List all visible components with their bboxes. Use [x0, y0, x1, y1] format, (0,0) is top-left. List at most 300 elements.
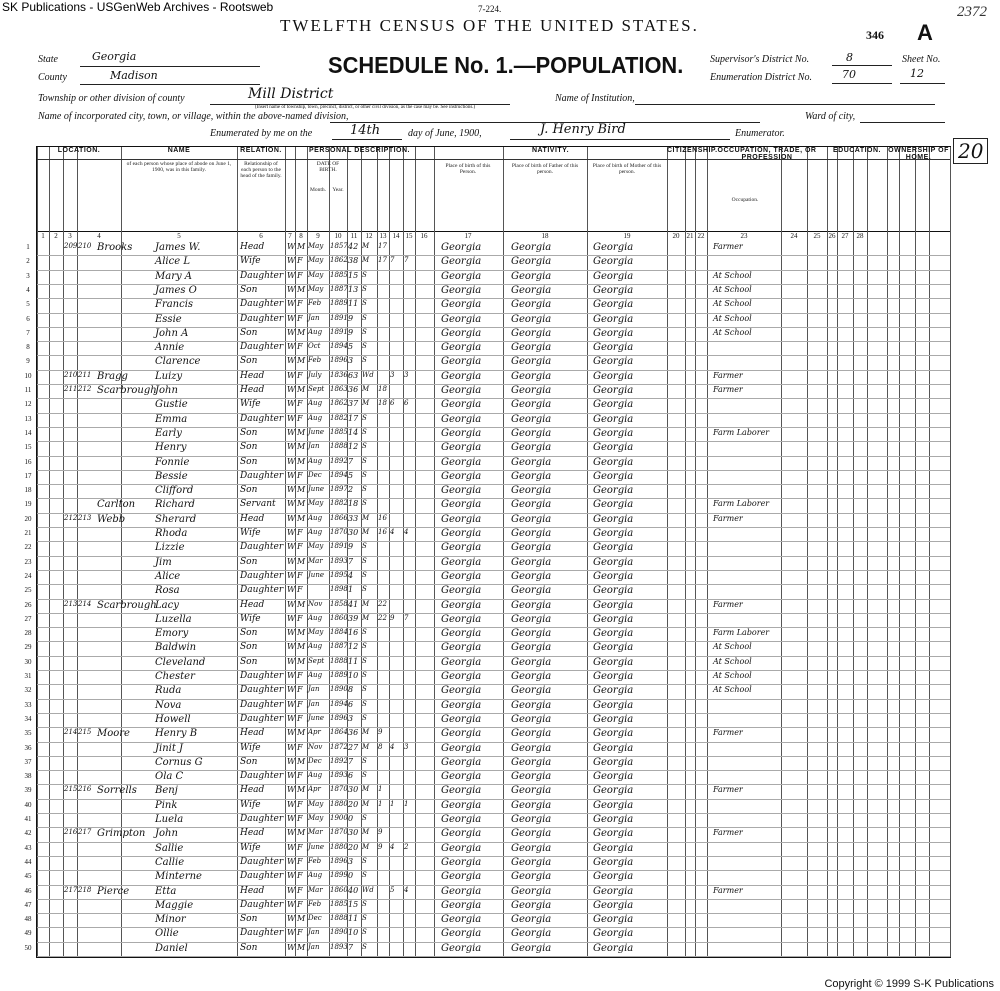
- cell-p2: Georgia: [511, 356, 552, 368]
- cell-p2: Georgia: [511, 656, 552, 668]
- table-row: [24, 927, 950, 941]
- cell-p2: Georgia: [511, 713, 552, 725]
- cell-p3: Georgia: [593, 899, 634, 911]
- cell-fam: 217: [78, 828, 92, 837]
- cell-ch: 3: [390, 370, 395, 379]
- cell-month: Dec: [308, 756, 322, 765]
- cell-year: 1889: [330, 671, 348, 679]
- cell-year: 1860: [330, 613, 348, 622]
- state-value: Georgia: [92, 50, 137, 63]
- column-description: Occupation.: [731, 197, 759, 203]
- table-row: [24, 627, 950, 641]
- cell-p1: Georgia: [441, 528, 482, 539]
- cell-year: 1860: [330, 885, 348, 894]
- cell-p1: Georgia: [441, 728, 482, 740]
- cell-given: James O: [155, 284, 197, 296]
- cell-fam: 210: [78, 242, 92, 250]
- row-number: 33: [24, 700, 32, 709]
- cell-given: Essie: [155, 313, 182, 325]
- cell-p2: Georgia: [511, 599, 552, 611]
- cell-dw: 217: [64, 885, 78, 894]
- cell-surname: Sorrells: [97, 785, 137, 797]
- cell-given: Bessie: [155, 470, 188, 482]
- cell-age: 38: [348, 256, 359, 266]
- cell-month: Nov: [308, 742, 323, 751]
- cell-given: Clarence: [155, 356, 201, 368]
- cell-month: Jan: [308, 313, 320, 322]
- cell-p1: Georgia: [441, 327, 482, 339]
- cell-color: W: [287, 427, 296, 437]
- table-row: [26, 241, 950, 255]
- cell-year: 1892: [330, 756, 348, 765]
- cell-p1: Georgia: [441, 671, 482, 682]
- cell-mar: S: [362, 313, 367, 322]
- cell-p2: Georgia: [511, 442, 552, 454]
- form-number: 7-224.: [478, 4, 502, 14]
- column-description: Month.: [309, 187, 327, 193]
- cell-occ: At School: [713, 313, 752, 323]
- table-row: [24, 556, 950, 570]
- cell-month: June: [308, 842, 324, 851]
- cell-rel: Son: [240, 942, 258, 953]
- cell-month: May: [308, 270, 324, 279]
- cell-color: W: [287, 871, 296, 881]
- cell-rel: Daughter: [240, 299, 284, 310]
- row-number: 49: [24, 929, 32, 938]
- row-number: 18: [24, 486, 32, 495]
- cell-p1: Georgia: [441, 656, 482, 668]
- cell-age: 9: [348, 313, 354, 323]
- row-number: 2: [26, 257, 30, 266]
- cell-age: 0: [348, 814, 354, 823]
- group-header: OCCUPATION, TRADE, OR PROFESSION: [707, 147, 827, 160]
- cell-given: Pink: [155, 799, 178, 811]
- row-number: 3: [26, 271, 30, 280]
- cell-dw: 210: [64, 370, 78, 379]
- cell-age: 1: [348, 585, 354, 595]
- row-number: 12: [24, 400, 32, 409]
- cell-color: W: [287, 742, 296, 752]
- cell-rel: Daughter: [240, 313, 284, 324]
- cell-sex: F: [297, 256, 303, 266]
- cell-p1: Georgia: [441, 370, 482, 382]
- cell-rel: Daughter: [240, 771, 284, 782]
- cell-given: John A: [155, 327, 189, 339]
- column-number: 20: [672, 232, 680, 240]
- cell-year: 1836: [330, 370, 348, 379]
- cell-p2: Georgia: [511, 542, 552, 554]
- cell-rel: Wife: [240, 842, 261, 853]
- cell-rel: Head: [240, 242, 265, 252]
- column-number: 23: [740, 232, 748, 240]
- row-number: 5: [26, 300, 30, 309]
- cell-color: W: [287, 828, 296, 838]
- cell-p3: Georgia: [593, 528, 634, 539]
- row-number: 22: [24, 543, 32, 552]
- row-number: 39: [24, 786, 32, 795]
- cell-p3: Georgia: [593, 242, 634, 253]
- cell-color: W: [287, 656, 296, 666]
- cell-month: May: [308, 284, 324, 293]
- cell-surname: Carlton: [97, 499, 136, 511]
- cell-mar: S: [362, 456, 367, 465]
- cell-p3: Georgia: [593, 742, 634, 754]
- cell-year: 1880: [330, 799, 348, 808]
- cell-age: 36: [348, 728, 359, 738]
- row-number: 23: [24, 557, 32, 566]
- row-number: 37: [24, 757, 32, 766]
- cell-color: W: [287, 699, 296, 709]
- cell-given: Minor: [155, 914, 186, 926]
- cell-p1: Georgia: [441, 914, 482, 926]
- cell-yrs: 22: [378, 599, 387, 608]
- table-row: [26, 355, 950, 369]
- cell-p2: Georgia: [511, 828, 552, 840]
- cell-rel: Head: [240, 513, 265, 524]
- cell-sex: F: [297, 470, 303, 480]
- cell-color: W: [287, 685, 296, 695]
- cell-sex: F: [297, 399, 303, 409]
- table-row: [24, 885, 950, 899]
- cell-year: 1891: [330, 327, 348, 336]
- cell-cl: 1: [404, 799, 409, 808]
- cell-age: 16: [348, 628, 359, 638]
- cell-age: 7: [348, 942, 354, 952]
- table-row: [24, 856, 950, 870]
- cell-month: May: [308, 628, 324, 637]
- cell-sex: F: [297, 742, 303, 752]
- cell-sex: M: [297, 656, 306, 666]
- day-of-label: day of June, 1900,: [408, 128, 482, 139]
- cell-p3: Georgia: [593, 885, 634, 897]
- cell-p3: Georgia: [593, 942, 634, 954]
- cell-sex: M: [297, 914, 306, 924]
- row-number: 11: [24, 386, 32, 394]
- cell-p1: Georgia: [441, 828, 482, 840]
- cell-month: May: [308, 256, 324, 265]
- city-label: Name of incorporated city, town, or village, within the above-named division,: [38, 111, 349, 122]
- group-header: LOCATION.: [37, 147, 121, 160]
- cell-color: W: [287, 642, 296, 652]
- table-row: [24, 641, 950, 655]
- cell-sex: F: [297, 699, 303, 709]
- cell-p2: Georgia: [511, 771, 552, 783]
- cell-p3: Georgia: [593, 671, 634, 682]
- cell-age: 3: [348, 856, 354, 866]
- cell-year: 1885: [330, 899, 348, 908]
- cell-p1: Georgia: [441, 799, 482, 811]
- cell-age: 13: [348, 284, 359, 294]
- cell-color: W: [287, 928, 296, 938]
- cell-sex: M: [297, 785, 306, 795]
- cell-p3: Georgia: [593, 256, 634, 268]
- column-number: 19: [623, 232, 631, 240]
- row-number: 46: [24, 886, 32, 895]
- cell-month: June: [308, 427, 324, 436]
- cell-p1: Georgia: [441, 385, 482, 396]
- cell-given: Minterne: [155, 871, 202, 883]
- cell-given: Gustie: [155, 399, 188, 411]
- table-row: [24, 942, 950, 956]
- copyright-notice: Copyright © 1999 S-K Publications: [824, 978, 994, 990]
- cell-occ: At School: [713, 642, 752, 652]
- cell-month: Aug: [308, 871, 323, 880]
- cell-month: Aug: [308, 413, 323, 422]
- cell-occ: Farmer: [713, 828, 743, 838]
- cell-mar: M: [362, 799, 370, 808]
- cell-rel: Son: [240, 656, 258, 667]
- cell-p2: Georgia: [511, 513, 552, 525]
- cell-age: 27: [348, 742, 359, 752]
- cell-p2: Georgia: [511, 399, 552, 411]
- cell-month: Feb: [308, 299, 322, 308]
- cell-mar: M: [362, 742, 370, 751]
- row-number: 9: [26, 357, 30, 366]
- cell-p2: Georgia: [511, 613, 552, 625]
- cell-p2: Georgia: [511, 570, 552, 582]
- cell-year: 1858: [330, 599, 348, 608]
- cell-color: W: [287, 270, 296, 280]
- cell-color: W: [287, 613, 296, 623]
- cell-year: 1857: [330, 242, 348, 250]
- cell-p2: Georgia: [511, 427, 552, 439]
- cell-sex: F: [297, 885, 303, 895]
- cell-color: W: [287, 485, 296, 495]
- cell-rel: Son: [240, 284, 258, 295]
- cell-rel: Wife: [240, 799, 261, 810]
- cell-year: 1866: [330, 513, 348, 522]
- cell-year: 1863: [330, 385, 348, 393]
- cell-mar: M: [362, 399, 370, 408]
- cell-rel: Head: [240, 728, 265, 739]
- cell-dw: 216: [64, 828, 78, 837]
- column-number: 13: [379, 232, 387, 240]
- cell-cl: 3: [404, 370, 409, 379]
- cell-age: 7: [348, 456, 354, 466]
- cell-p1: Georgia: [441, 485, 482, 497]
- cell-p2: Georgia: [511, 899, 552, 911]
- cell-mar: S: [362, 485, 367, 494]
- cell-p2: Georgia: [511, 914, 552, 926]
- cell-month: Mar: [308, 885, 323, 894]
- group-header: CITIZENSHIP.: [667, 147, 707, 160]
- cell-sex: M: [297, 385, 306, 394]
- table-row: [26, 327, 950, 341]
- table-row: [24, 484, 950, 498]
- cell-age: 18: [348, 499, 359, 509]
- cell-year: 1891: [330, 313, 348, 322]
- cell-cl: 3: [404, 742, 409, 751]
- cell-color: W: [287, 885, 296, 895]
- cell-mar: S: [362, 671, 367, 679]
- cell-rel: Daughter: [240, 585, 284, 596]
- cell-sex: F: [297, 570, 303, 580]
- column-number: 6: [259, 232, 263, 240]
- cell-p1: Georgia: [441, 456, 482, 468]
- township-note: (Insert name of township, town, precinct, district, or other civil division, as the case may be. See instructions.): [255, 105, 476, 110]
- cell-ch: 5: [390, 885, 395, 894]
- cell-year: 1880: [330, 842, 348, 851]
- table-row: [24, 827, 950, 841]
- cell-year: 1885: [330, 270, 348, 279]
- table-row: [24, 470, 950, 484]
- cell-surname: Bragg: [97, 370, 128, 382]
- cell-p3: Georgia: [593, 342, 634, 354]
- row-number: 45: [24, 872, 32, 881]
- cell-month: July: [308, 370, 322, 379]
- table-row: [24, 713, 950, 727]
- cell-surname: Moore: [97, 728, 130, 740]
- cell-mar: M: [362, 528, 370, 536]
- cell-dw: 212: [64, 513, 78, 522]
- cell-rel: Daughter: [240, 342, 284, 353]
- cell-sex: F: [297, 542, 303, 552]
- cell-ch: 7: [390, 256, 395, 265]
- cell-p1: Georgia: [441, 242, 482, 253]
- cell-p1: Georgia: [441, 814, 482, 825]
- cell-fam: 211: [78, 370, 92, 379]
- cell-rel: Daughter: [240, 542, 284, 553]
- cell-month: Mar: [308, 556, 323, 565]
- column-number: 2: [54, 232, 58, 240]
- table-row: [26, 255, 950, 269]
- cell-p1: Georgia: [441, 871, 482, 883]
- cell-age: 2: [348, 485, 354, 495]
- cell-p3: Georgia: [593, 799, 634, 811]
- cell-color: W: [287, 470, 296, 480]
- row-number: 25: [24, 586, 32, 595]
- cell-rel: Head: [240, 785, 265, 796]
- cell-p3: Georgia: [593, 470, 634, 482]
- row-number: 41: [24, 815, 32, 823]
- cell-given: Richard: [155, 499, 195, 511]
- cell-surname: Scarbrough: [97, 599, 157, 611]
- cell-color: W: [287, 814, 296, 823]
- cell-rel: Son: [240, 456, 258, 467]
- cell-sex: F: [297, 713, 303, 723]
- cell-p3: Georgia: [593, 871, 634, 883]
- ward-label: Ward of city,: [805, 111, 856, 122]
- cell-p3: Georgia: [593, 327, 634, 339]
- cell-rel: Servant: [240, 499, 276, 510]
- cell-rel: Daughter: [240, 814, 284, 824]
- cell-rel: Son: [240, 442, 258, 453]
- cell-cl: 2: [404, 842, 409, 851]
- cell-p1: Georgia: [441, 342, 482, 354]
- cell-rel: Wife: [240, 399, 261, 410]
- cell-year: 1896: [330, 356, 348, 365]
- cell-year: 1895: [330, 570, 348, 579]
- cell-p2: Georgia: [511, 814, 552, 825]
- cell-p3: Georgia: [593, 842, 634, 854]
- cell-age: 20: [348, 842, 359, 852]
- cell-sex: M: [297, 456, 306, 466]
- column-description: Place of birth of Mother of this person.: [592, 163, 662, 175]
- cell-yrs: 8: [378, 742, 383, 751]
- cell-rel: Head: [240, 828, 265, 839]
- cell-p3: Georgia: [593, 299, 634, 311]
- cell-p2: Georgia: [511, 284, 552, 296]
- column-rule: [950, 147, 951, 957]
- cell-sex: F: [297, 299, 303, 309]
- cell-sex: F: [297, 342, 303, 352]
- cell-p3: Georgia: [593, 756, 634, 768]
- cell-year: 1893: [330, 771, 348, 780]
- cell-year: 1870: [330, 828, 348, 837]
- cell-year: 1862: [330, 256, 348, 265]
- column-number: 5: [177, 232, 181, 240]
- cell-mar: S: [362, 685, 367, 694]
- row-number: 48: [24, 915, 32, 924]
- enumerator-name: J. Henry Bird: [540, 122, 626, 137]
- row-number: 32: [24, 686, 32, 695]
- cell-rel: Daughter: [240, 871, 284, 882]
- cell-given: Alice: [155, 570, 181, 582]
- row-number: 38: [24, 772, 32, 781]
- cell-p2: Georgia: [511, 499, 552, 511]
- cell-given: Callie: [155, 856, 185, 868]
- table-row: [24, 870, 950, 884]
- table-row: [24, 727, 950, 741]
- cell-mar: S: [362, 284, 367, 293]
- cell-p2: Georgia: [511, 299, 552, 311]
- cell-sex: M: [297, 242, 306, 251]
- cell-ch: 4: [390, 528, 395, 536]
- cell-age: 7: [348, 556, 354, 566]
- cell-p3: Georgia: [593, 385, 634, 396]
- cell-p3: Georgia: [593, 828, 634, 840]
- cell-given: Early: [155, 427, 182, 439]
- cell-p2: Georgia: [511, 628, 552, 640]
- column-number: 10: [334, 232, 342, 240]
- cell-p2: Georgia: [511, 313, 552, 325]
- cell-sex: M: [297, 284, 306, 294]
- cell-p1: Georgia: [441, 556, 482, 568]
- cell-month: Apr: [308, 728, 321, 737]
- row-number: 27: [24, 614, 32, 623]
- cell-color: W: [287, 370, 296, 380]
- cell-year: 1894: [330, 470, 348, 479]
- cell-rel: Daughter: [240, 570, 284, 581]
- cell-mar: S: [362, 556, 367, 565]
- cell-given: Annie: [155, 342, 185, 354]
- cell-sex: M: [297, 642, 306, 652]
- cell-p2: Georgia: [511, 342, 552, 354]
- archive-watermark: SK Publications - USGenWeb Archives - Rootsweb: [2, 0, 274, 14]
- group-header: RELATION.: [237, 147, 285, 160]
- cell-mar: S: [362, 628, 367, 637]
- cell-month: Sept: [308, 656, 325, 665]
- cell-p3: Georgia: [593, 542, 634, 554]
- cell-p2: Georgia: [511, 385, 552, 396]
- enumeration-day: 14th: [350, 123, 381, 138]
- cell-p3: Georgia: [593, 699, 634, 711]
- sheet-side: 20: [953, 138, 988, 164]
- cell-dw: 213: [64, 599, 78, 608]
- cell-age: 11: [348, 299, 359, 309]
- cell-age: 30: [348, 528, 359, 537]
- institution-label: Name of Institution,: [555, 93, 635, 104]
- table-row: [24, 670, 950, 684]
- cell-p2: Georgia: [511, 942, 552, 954]
- cell-sex: M: [297, 356, 306, 366]
- sheet-number: 12: [910, 67, 924, 80]
- cell-given: Luela: [155, 814, 184, 825]
- row-number: 4: [26, 285, 30, 294]
- column-number: 9: [316, 232, 320, 240]
- cell-given: Emma: [155, 413, 188, 425]
- column-description: Place of birth of this Person.: [445, 163, 491, 175]
